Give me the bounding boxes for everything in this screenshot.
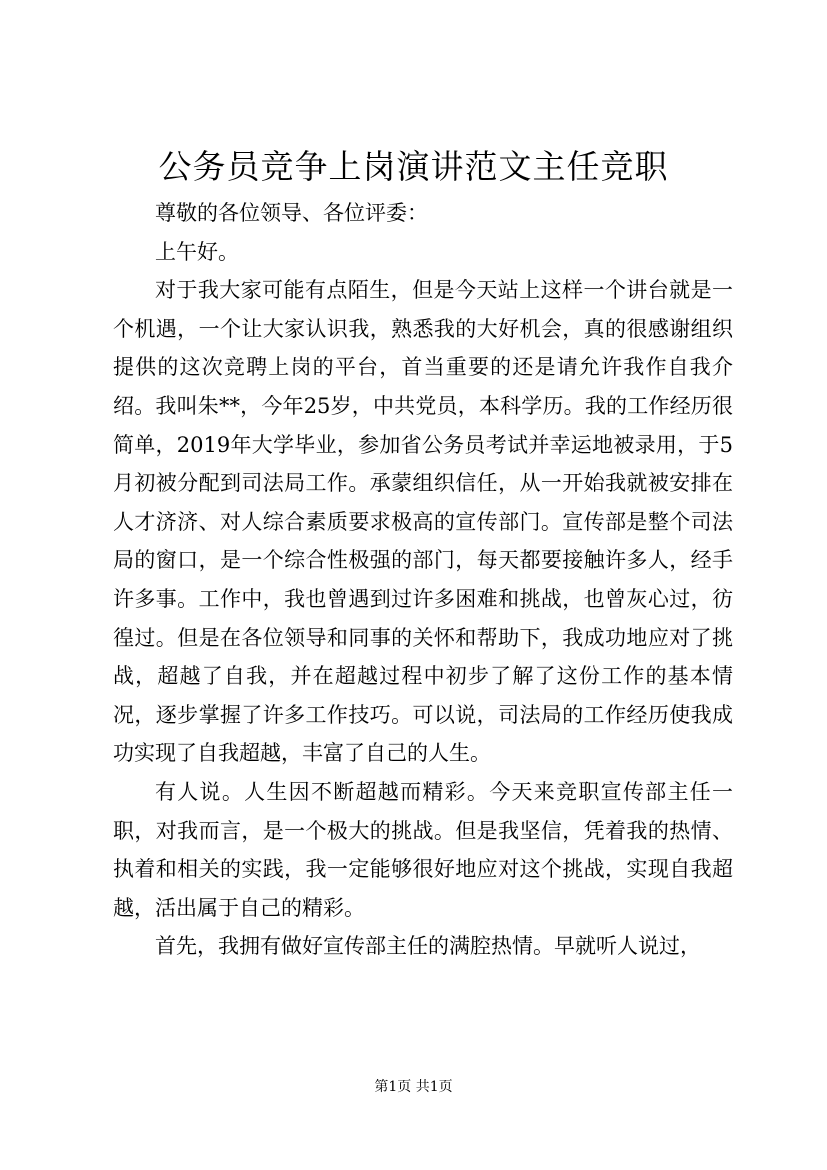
paragraph-salutation: 尊敬的各位领导、各位评委： [155,201,428,225]
paragraph-greeting: 上午好。 [155,239,239,264]
page-footer: 第1页 共1页 [374,1079,453,1095]
document-title: 公务员竞争上岗演讲范文主任竞职 [158,147,669,186]
paragraph-introduction: 对于我大家可能有点陌生，但是今天站上这样一个讲台就是一个机遇，一个让大家认识我，熟悉我的大好机会，真的很感谢组织提供的这次竞聘上岗的平台，首当重要的还是请允许我作自我介绍。我叫朱**，今年25岁，中共党员，本科学历。我的工作经历很简单，2019年大学毕业，参加省公务员考试并幸运地被录用，于5月初被分配到司法局工作。承蒙组织信任，从一开始我就被安排在人才济济、对人综合素质要求极高的宣传部门。宣传部是整个司法局的窗口，是一个综合性极强的部门，每天都要接触许多人，经手许多事。工作中，我也曾遇到过许多困难和挑战，也曾灰心过，彷徨过。但是在各位领导和同事的关怀和帮助下，我成功地应对了挑战，超越了自我，并在超越过程中初步了解了这份工作的基本情况，逐步掌握了许多工作技巧。可以说，司法局的工作经历使我成功实现了自我超越，丰富了自己的人生。 [113,278,733,766]
paragraph-challenge: 有人说。人生因不断超越而精彩。今天来竞职宣传部主任一职，对我而言，是一个极大的挑战。但是我坚信，凭着我的热情、执着和相关的实践，我一定能够很好地应对这个挑战，实现自我超越，活出属于自己的精彩。 [113,779,733,920]
document-body [113,194,733,966]
paragraph-first-point: 首先，我拥有做好宣传部主任的满腔热情。早就听人说过， [155,934,701,959]
